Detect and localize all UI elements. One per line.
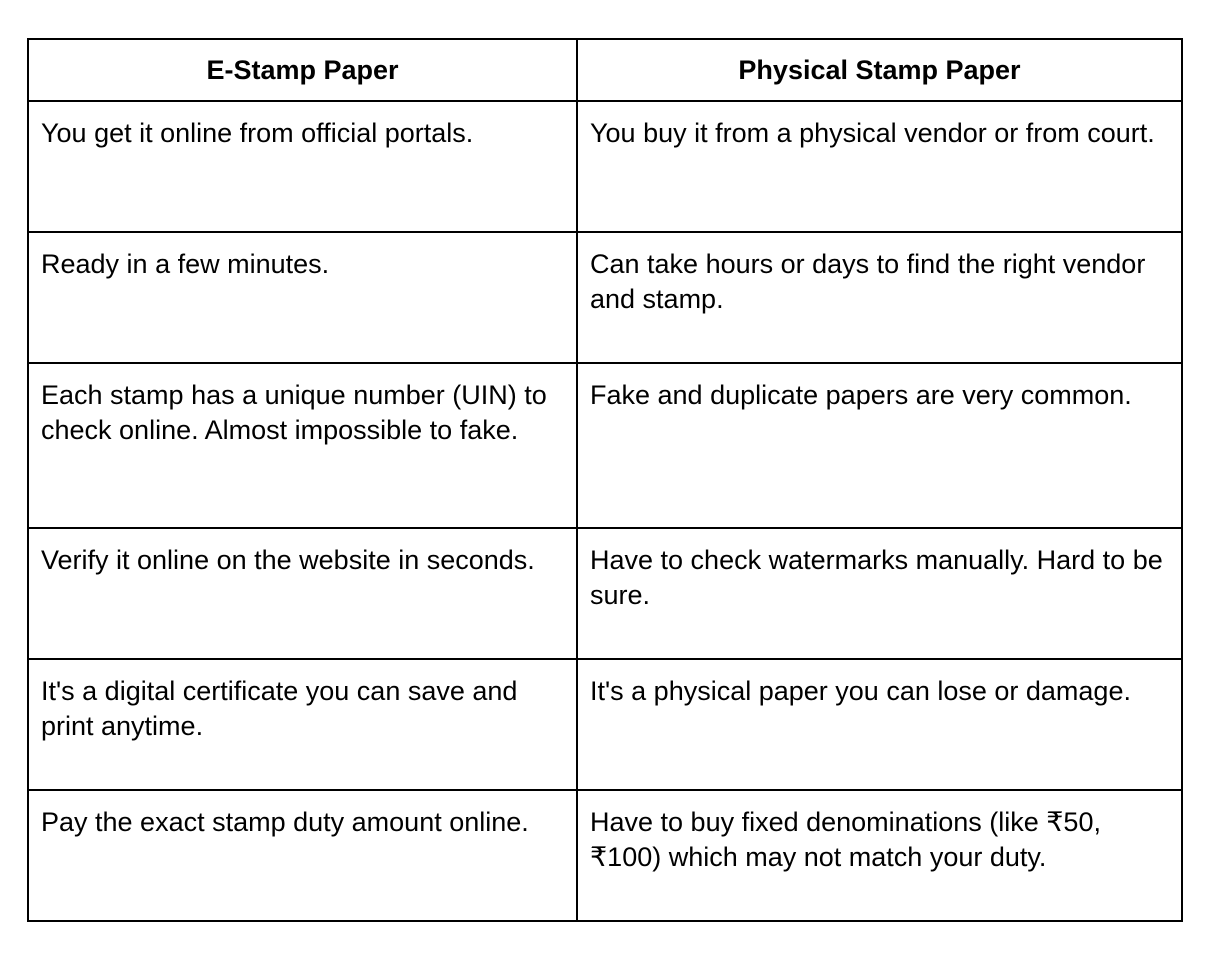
cell-physical-stamp: Have to buy fixed denominations (like ₹50, ₹100) which may not match your duty. xyxy=(577,790,1182,921)
cell-physical-stamp: You buy it from a physical vendor or from court. xyxy=(577,101,1182,232)
table-row xyxy=(28,363,1182,528)
table-row xyxy=(28,101,1182,232)
table-row xyxy=(28,528,1182,659)
comparison-table xyxy=(27,38,1183,922)
cell-physical-stamp: Fake and duplicate papers are very common. xyxy=(577,363,1182,528)
cell-physical-stamp: Have to check watermarks manually. Hard to be sure. xyxy=(577,528,1182,659)
table-row xyxy=(28,232,1182,363)
cell-e-stamp: Verify it online on the website in seconds. xyxy=(28,528,577,659)
cell-e-stamp: It's a digital certificate you can save and print anytime. xyxy=(28,659,577,790)
cell-e-stamp: Pay the exact stamp duty amount online. xyxy=(28,790,577,921)
header-physical-stamp-paper: Physical Stamp Paper xyxy=(577,39,1182,101)
cell-e-stamp: Ready in a few minutes. xyxy=(28,232,577,363)
cell-physical-stamp: It's a physical paper you can lose or damage. xyxy=(577,659,1182,790)
cell-e-stamp: Each stamp has a unique number (UIN) to check online. Almost impossible to fake. xyxy=(28,363,577,528)
cell-e-stamp: You get it online from official portals. xyxy=(28,101,577,232)
header-row xyxy=(28,39,1182,101)
table-row xyxy=(28,790,1182,921)
cell-physical-stamp: Can take hours or days to find the right vendor and stamp. xyxy=(577,232,1182,363)
table-row xyxy=(28,659,1182,790)
header-e-stamp-paper: E-Stamp Paper xyxy=(28,39,577,101)
